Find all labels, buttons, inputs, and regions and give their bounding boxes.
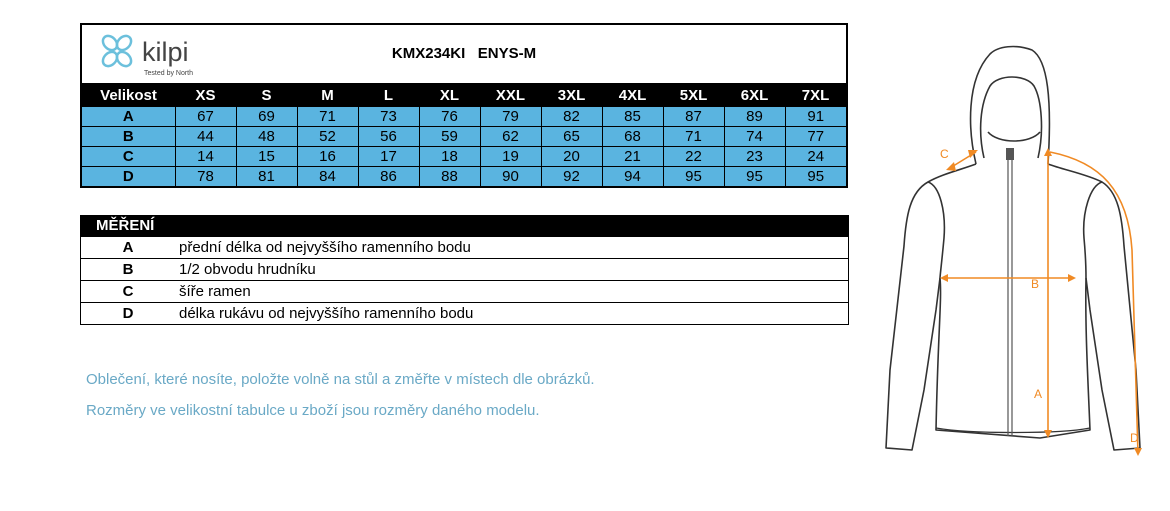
label-d: D: [1130, 431, 1139, 445]
size-value-cell: 95: [785, 167, 846, 187]
size-value-cell: 68: [602, 127, 663, 147]
size-value-cell: 74: [724, 127, 785, 147]
measurement-description: šíře ramen: [179, 283, 251, 300]
size-value-cell: 44: [175, 127, 236, 147]
jacket-outline-icon: [880, 40, 1150, 460]
size-value-cell: 78: [175, 167, 236, 187]
size-value-cell: 21: [602, 147, 663, 167]
size-row: [82, 107, 846, 127]
size-value-cell: 65: [541, 127, 602, 147]
label-c: C: [940, 147, 949, 161]
size-value-cell: 18: [419, 147, 480, 167]
size-value-cell: 95: [724, 167, 785, 187]
size-value-cell: 69: [236, 107, 297, 127]
size-value-cell: 17: [358, 147, 419, 167]
measurement-row: [80, 259, 849, 281]
measurement-legend: [80, 215, 849, 325]
size-value-cell: 23: [724, 147, 785, 167]
size-value-cell: 82: [541, 107, 602, 127]
size-header-cell: 7XL: [785, 84, 846, 107]
logo-tagline: Tested by North: [144, 70, 194, 77]
size-value-cell: 71: [663, 127, 724, 147]
size-value-cell: 73: [358, 107, 419, 127]
size-value-cell: 22: [663, 147, 724, 167]
size-header-cell: 5XL: [663, 84, 724, 107]
size-value-cell: 67: [175, 107, 236, 127]
size-value-cell: 16: [297, 147, 358, 167]
measurement-label: B: [122, 261, 134, 278]
size-value-cell: 88: [419, 167, 480, 187]
measurement-row: [80, 236, 849, 259]
size-value-cell: 86: [358, 167, 419, 187]
size-body: [82, 107, 846, 187]
size-value-cell: 87: [663, 107, 724, 127]
size-row: [82, 167, 846, 187]
table-header: [82, 25, 846, 84]
measurement-description: přední délka od nejvyššího ramenního bodu: [179, 239, 471, 256]
label-b: B: [1031, 277, 1040, 291]
size-value-cell: 62: [480, 127, 541, 147]
size-row-label: C: [82, 147, 175, 167]
size-header-label: Velikost: [82, 84, 175, 107]
size-value-cell: 95: [663, 167, 724, 187]
size-value-cell: 71: [297, 107, 358, 127]
measurement-description: 1/2 obvodu hrudníku: [179, 261, 316, 278]
size-grid: [82, 84, 846, 186]
size-value-cell: 77: [785, 127, 846, 147]
size-value-cell: 91: [785, 107, 846, 127]
measurement-row: [80, 281, 849, 303]
size-row-label: B: [82, 127, 175, 147]
product-title: KMX234KI ENYS-M: [391, 45, 537, 62]
size-header-cell: XS: [175, 84, 236, 107]
size-value-cell: 81: [236, 167, 297, 187]
measurement-row: [80, 303, 849, 325]
size-value-cell: 14: [175, 147, 236, 167]
size-value-cell: 89: [724, 107, 785, 127]
size-value-cell: 92: [541, 167, 602, 187]
size-header-cell: 6XL: [724, 84, 785, 107]
size-header-cell: 4XL: [602, 84, 663, 107]
size-value-cell: 94: [602, 167, 663, 187]
label-a: A: [1034, 387, 1043, 401]
measurement-rows: [80, 236, 849, 325]
measurement-label: D: [122, 305, 134, 322]
size-value-cell: 24: [785, 147, 846, 167]
logo-text: kilpi: [142, 37, 189, 67]
size-row-label: A: [82, 107, 175, 127]
size-value-cell: 76: [419, 107, 480, 127]
measurement-label: A: [122, 239, 134, 256]
size-value-cell: 15: [236, 147, 297, 167]
size-value-cell: 85: [602, 107, 663, 127]
size-table: [80, 23, 848, 188]
size-header-cell: 3XL: [541, 84, 602, 107]
model-note: Rozměry ve velikostní tabulce u zboží jsou rozměry daného modelu.: [86, 402, 540, 419]
size-value-cell: 56: [358, 127, 419, 147]
measurement-label: C: [122, 283, 134, 300]
size-value-cell: 84: [297, 167, 358, 187]
measurement-title: MĚŘENÍ: [80, 215, 849, 236]
size-value-cell: 48: [236, 127, 297, 147]
size-header-cell: XXL: [480, 84, 541, 107]
size-value-cell: 52: [297, 127, 358, 147]
size-value-cell: 20: [541, 147, 602, 167]
measurement-description: délka rukávu od nejvyššího ramenního bodu: [179, 305, 474, 322]
size-row: [82, 147, 846, 167]
size-header-cell: M: [297, 84, 358, 107]
size-header-cell: S: [236, 84, 297, 107]
size-header-row: [82, 84, 846, 107]
size-value-cell: 79: [480, 107, 541, 127]
size-header-cell: XL: [419, 84, 480, 107]
size-value-cell: 19: [480, 147, 541, 167]
size-row: [82, 127, 846, 147]
size-value-cell: 59: [419, 127, 480, 147]
instruction-note: Oblečení, které nosíte, položte volně na stůl a změřte v místech dle obrázků.: [86, 371, 595, 388]
size-row-label: D: [82, 167, 175, 187]
size-header-cell: L: [358, 84, 419, 107]
jacket-diagram: [880, 40, 1150, 465]
size-value-cell: 90: [480, 167, 541, 187]
